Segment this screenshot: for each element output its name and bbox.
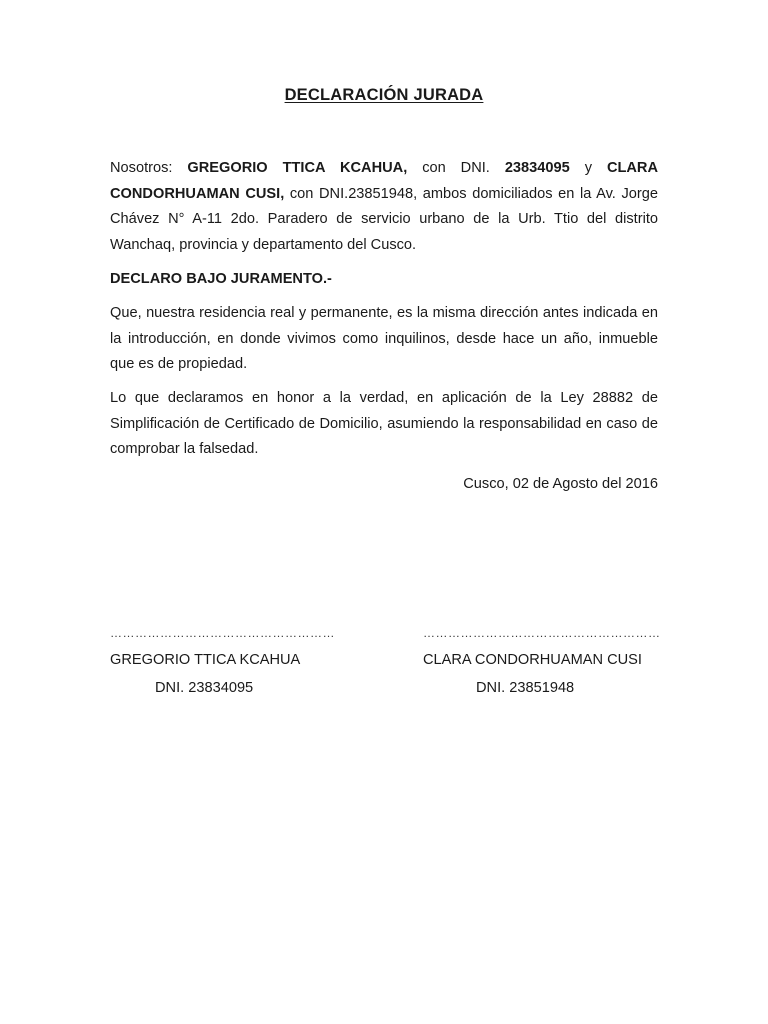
signer-dni-left: DNI. 23834095	[155, 680, 254, 696]
legal-paragraph: Lo que declaramos en honor a la verdad, en aplicación de la Ley 28882 de Simplificación de Certificado de Domicilio, asumiendo la responsabilidad en caso de comprobar la falsedad.	[110, 390, 658, 457]
intro-text-1: Nosotros:	[110, 160, 188, 176]
place-date: Cusco, 02 de Agosto del 2016	[463, 476, 658, 492]
signer-name-right: CLARA CONDORHUAMAN CUSI	[423, 652, 642, 668]
intro-text-4: con DNI.23851948, ambos domiciliados en la Av. Jorge Chávez N° A-11 2do. Paradero de servicio urbano de la Urb. Ttio del distrito Wanchaq, provincia y departamento del Cusco.	[110, 185, 658, 253]
intro-text-3: y	[569, 160, 607, 176]
signature-line-right: …………………………………………………	[423, 626, 661, 640]
intro-paragraph	[110, 156, 658, 258]
declaro-heading: DECLARO BAJO JURAMENTO.-	[110, 271, 332, 287]
signer-name-left: GREGORIO TTICA KCAHUA	[110, 652, 301, 668]
declarant-dni-1: 23834095	[504, 160, 570, 176]
declarant-name-1: GREGORIO TTICA KCAHUA,	[187, 160, 408, 176]
signer-dni-right: DNI. 23851948	[476, 680, 575, 696]
document-title: DECLARACIÓN JURADA	[284, 86, 484, 104]
signature-line-left: ………………………………………………	[110, 626, 335, 640]
residence-paragraph: Que, nuestra residencia real y permanente, es la misma dirección antes indicada en la introducción, en donde vivimos como inquilinos, desde hace un año, inmueble que es de propiedad.	[110, 305, 658, 372]
declarant-name-2: CLARA CONDORHUAMAN CUSI,	[110, 160, 659, 202]
intro-text-2: con DNI.	[407, 160, 505, 176]
